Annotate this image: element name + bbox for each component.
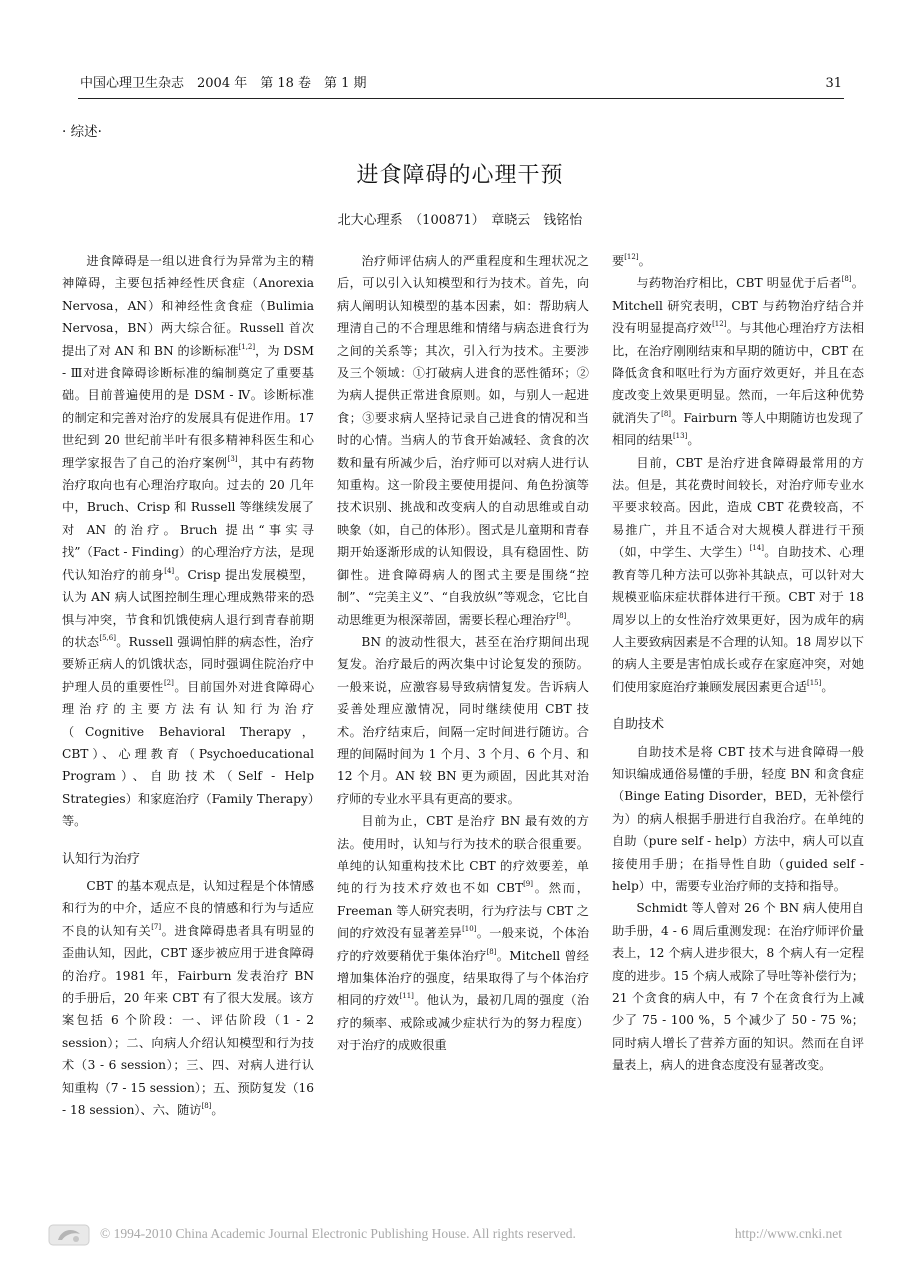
citation-ref: [3] [227, 454, 238, 463]
column-3 [612, 250, 864, 1077]
publisher-logo-icon [48, 1222, 90, 1248]
citation-ref: [10] [462, 925, 477, 934]
citation-ref: [1,2] [238, 342, 256, 351]
citation-ref: [8] [661, 409, 672, 418]
paragraph: 与药物治疗相比，CBT 明显优于后者[8]。Mitchell 研究表明，CBT 与药物治疗结合并没有明显提高疗效[12]。与其他心理治疗方法相比，在治疗刚刚结束和早期的随访中，CBT 在降低贪食和呕吐行为方面疗效更好，并且在态度改变上效果更明显。然而，一年后这种优势就消失了[8]。Fairburn 等人中期随访也发现了相同的结果[13]。 [612, 275, 865, 448]
citation-ref: [7] [151, 922, 162, 931]
section-label: · 综述· [62, 124, 102, 140]
citation-ref: [2] [163, 678, 174, 687]
section-heading: 认知行为治疗 [62, 851, 141, 867]
paragraph: 目前为止，CBT 是治疗 BN 最有效的方法。使用时，认知与行为技术的联合很重要。单纯的认知重构技术比 CBT 的疗效要差，单纯的行为技术疗效也不如 CBT[9]。然而，Freeman 等人研究表明，行为疗法与 CBT 之间的疗效没有显著差异[10]。一般来说，个体治疗的疗效要稍优于集体治疗[8]。Mitchell 曾经增加集体治疗的强度，结果取得了与个体治疗相同的疗效[11]。他认为，最初几周的强度（治疗的频率、戒除或减少症状行为的努力程度）对于治疗的成败很重 [337, 814, 590, 1053]
paragraph-continuation: 要[12]。 [612, 253, 651, 268]
citation-ref: [9] [523, 880, 533, 889]
header-rule [78, 98, 844, 99]
paragraph: Schmidt 等人曾对 26 个 BN 病人使用自助手册，4 - 6 周后重测发现：在治疗师评价量表上，12 个病人进步很大，8 个病人有一定程度的进步。15 个病人戒除了导吐等补偿行为；21 个贪食的病人中，有 7 个在贪食行为上减少了 75 - 100 %，5 个减少了 50 - 75 %；同时病人增长了营养方面的知识。然而在自评量表上，病人的进食态度没有显著改变。 [612, 901, 864, 1073]
paragraph: BN 的波动性很大，甚至在治疗期间出现复发。治疗最后的两次集中讨论复发的预防。一般来说，应激容易导致病情复发。告诉病人妥善处理应激情况，同时继续使用 CBT 技术。治疗结束后，间隔一定时间进行随访。合理的间隔时间为 1 个月、3 个月、6 个月、和 12 个月。AN 较 BN 更为顽固，因此其对治疗师的专业水平具有更高的要求。 [337, 634, 589, 806]
citation-ref: [4] [164, 566, 175, 575]
paragraph: 治疗师评估病人的严重程度和生理状况之后，可以引入认知模型和行为技术。首先，向病人阐明认知模型的基本因素，如：帮助病人理清自己的不合理思维和情绪与病态进食行为之间的关系等；其次，引入行为技术。主要涉及三个领域：①打破病人进食的恶性循环；②为病人提供正常进食原则。如，与别人一起进食；③要求病人坚持记录自己进食的情况和当时的心情。当病人的节食开始减轻、贪食的次数和量有所减少后，治疗师可以对病人进行认知重构。这一阶段主要使用提问、角色扮演等技术识别、挑战和改变病人的自动思维或自动映象（如，自己的体形）。图式是儿童期和青春期开始逐渐形成的认知假设，具有稳固性、防御性。进食障碍病人的图式主要是围绕“控制”、“完美主义”、“自我放纵”等观念，它比自动思维更为根深蒂固，需要长程心理治疗[8]。 [337, 254, 589, 627]
author-byline: 北大心理系 （100871） 章晓云 钱铭怡 [337, 213, 583, 228]
paragraph: 进食障碍是一组以进食行为异常为主的精神障碍，主要包括神经性厌食症（Anorexia Nervosa，AN）和神经性贪食症（Bulimia Nervosa，BN）两大综合征。Russell 首次提出了对 AN 和 BN 的诊断标准[1,2]，为 DSM - Ⅲ对进食障碍诊断标准的编制奠定了重要基础。目前普遍使用的是 DSM - Ⅳ。诊断标准的制定和完善对治疗的发展具有促进作用。17 世纪到 20 世纪前半叶有很多精神科医生和心理学家报告了自己的治疗案例[3]，其中有药物治疗取向也有心理治疗取向。过去的 20 几年中，Bruch、Crisp 和 Russell 等继续发展了对 AN 的治疗。Bruch 提出“事实寻找”（Fact - Finding）的心理治疗方法，是现代认知治疗的前身[4]。Crisp 提出发展模型，认为 AN 病人试图控制生理心理成熟带来的恐惧与冲突，节食和饥饿使病人退行到青春前期的状态[5,6]。Russell 强调怕胖的病态性，治疗要矫正病人的饥饿状态，同时强调住院治疗中护理人员的重要性[2]。目前国外对进食障碍心理治疗的主要方法有认知行为治疗（Cognitive Behavioral Therapy，CBT）、心理教育（Psychoeducational Program）、自助技术（Self - Help Strategies）和家庭治疗（Family Therapy）等。 [62, 254, 315, 829]
page-number: 31 [825, 76, 842, 91]
citation-ref: [12] [712, 320, 727, 329]
citation-ref: [14] [749, 544, 764, 553]
paragraph: 目前，CBT 是治疗进食障碍最常用的方法。但是，其花费时间较长，对治疗师专业水平要求较高。因此，造成 CBT 花费较高，不易推广，并且不适合对大规模人群进行干预（如，中学生、大学生）[14]。自助技术、心理教育等几种方法可以弥补其缺点，可以针对大规模亚临床症状群体进行干预。CBT 对于 18 周岁以上的女性治疗效果更好，因为成年的病人主要致病因素是不合理的认知。18 周岁以下的病人主要是害怕成长或存在家庭冲突，对她们使用家庭治疗兼顾发展因素更合适[15]。 [612, 455, 865, 694]
paragraph: CBT 的基本观点是，认知过程是个体情感和行为的中介，适应不良的情感和行为与适应不良的认知有关[7]。进食障碍患者具有明显的歪曲认知，因此，CBT 逐步被应用于进食障碍的治疗。1981 年，Fairburn 发表治疗 BN 的手册后，20 年来 CBT 有了很大发展。该方案包括 6 个阶段：一、评估阶段（1 - 2 session）；二、向病人介绍认知模型和行为技术（3 - 6 session）；三、四、对病人进行认知重构（7 - 15 session）；五、预防复发（16 - 18 session）、六、随访[8]。 [62, 878, 315, 1118]
citation-ref: [8] [841, 275, 852, 284]
citation-ref: [8] [201, 1102, 212, 1111]
citation-ref: [8] [486, 947, 497, 956]
citation-ref: [11] [399, 992, 414, 1001]
column-1 [62, 250, 314, 1121]
running-header [80, 74, 842, 94]
website-link[interactable]: http://www.cnki.net [734, 1226, 842, 1241]
copyright-notice: © 1994-2010 China Academic Journal Electronic Publishing House. All rights reserved. [100, 1226, 576, 1241]
journal-citation: 中国心理卫生杂志 2004 年 第 18 卷 第 1 期 [80, 76, 367, 91]
citation-ref: [13] [672, 432, 688, 441]
paragraph: 自助技术是将 CBT 技术与进食障碍一般知识编成通俗易懂的手册，轻度 BN 和贪食症（Binge Eating Disorder，BED，无补偿行为）的病人根据手册进行自我治疗。在单纯的自助（pure self - help）方法中，病人可以直接使用手册；在指导性自助（guided self - help）中，需要专业治疗师的支持和指导。 [612, 744, 864, 893]
section-heading: 自助技术 [612, 717, 665, 733]
citation-ref: [5,6] [99, 633, 116, 642]
citation-ref: [15] [807, 678, 822, 687]
column-2 [337, 250, 589, 1057]
page-footer [0, 1220, 920, 1254]
citation-ref: [12] [624, 253, 639, 261]
citation-ref: [8] [556, 611, 567, 620]
article-title: 进食障碍的心理干预 [356, 163, 564, 188]
